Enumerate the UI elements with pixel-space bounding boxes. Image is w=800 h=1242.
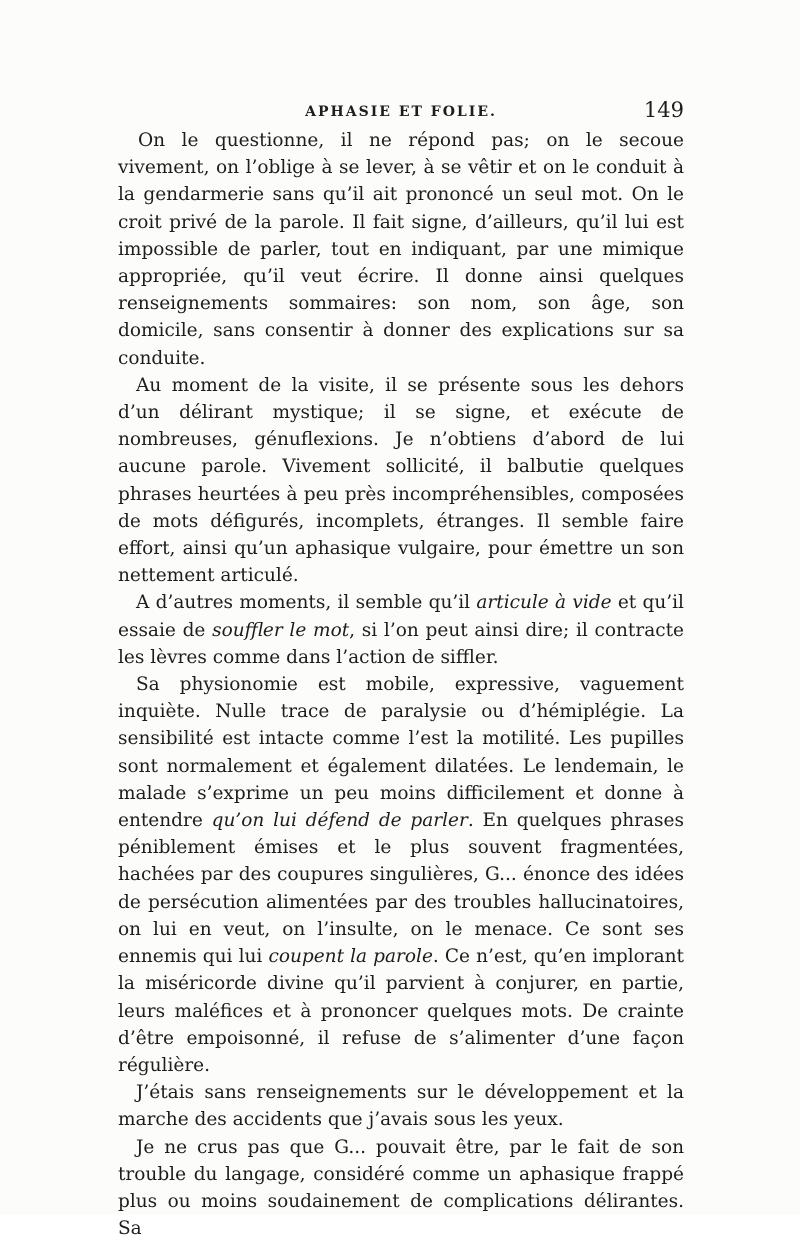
- text-segment: Je ne crus pas que G... pouvait être, par le fait de son trouble du langage, considéré comme un aphasique frappé plus ou moins soudainement de complications délirantes. Sa: [118, 1136, 684, 1240]
- body-text: [118, 127, 684, 1242]
- text-segment: A d’autres moments, il semble qu’il: [136, 592, 477, 614]
- italic-phrase: qu’on lui défend de parler: [211, 810, 468, 832]
- paragraph: [118, 372, 684, 590]
- running-title: APHASIE ET FOLIE.: [305, 104, 497, 120]
- text-segment: et qu’il essaie de: [118, 592, 684, 641]
- running-head: [118, 98, 684, 128]
- text-segment: Sa physionomie est mobile, expressive, vaguement inquiète. Nulle trace de paralysie ou d’hémiplégie. La sensibilité est intacte comme l’est la motilité. Les pupilles sont normalement et également dilatées. Le lendemain, le malade s’exprime un peu moins difficilement et donne à entendre: [118, 674, 684, 832]
- italic-phrase: souffler le mot: [212, 619, 350, 641]
- paragraph: [118, 127, 684, 372]
- paragraph: [118, 1079, 684, 1133]
- paragraph: [118, 589, 684, 671]
- italic-phrase: coupent la parole: [268, 946, 433, 968]
- text-segment: J’étais sans renseignements sur le développement et la marche des accidents que j’avais sous les yeux.: [118, 1082, 684, 1131]
- text-segment: Au moment de la visite, il se présente sous les dehors d’un délirant mystique; il se signe, et exécute de nombreuses, génuflexions. Je n’obtiens d’abord de lui aucune parole. Vivement sollicité, il balbutie quelques phrases heurtées à peu près incompréhensibles, composées de mots défigurés, incomplets, étranges. Il semble faire effort, ainsi qu’un aphasique vulgaire, pour émettre un son nettement articulé.: [118, 374, 684, 587]
- paragraph: [118, 671, 684, 1079]
- text-segment: . En quelques phrases péniblement émises et le plus souvent fragmentées, hachées par des coupures singulières, G... énonce des idées de persécution alimentées par des troubles hallucinatoires, on lui en veut, on l’insulte, on le menace. Ce sont ses ennemis qui lui: [118, 810, 684, 968]
- text-segment: On le questionne, il ne répond pas; on le secoue vivement, on l’oblige à se lever, à se vêtir et on le conduit à la gendarmerie sans qu’il ait prononcé un seul mot. On le croit privé de la parole. Il fait signe, d’ailleurs, qu’il lui est impossible de parler, tout en indiquant, par une mimique appropriée, qu’il veut écrire. Il donne ainsi quelques renseignements sommaires: son nom, son âge, son domicile, sans consentir à donner des explications sur sa conduite.: [118, 130, 684, 369]
- text-segment: . Ce n’est, qu’en implorant la miséricorde divine qu’il parvient à conjurer, en partie, leurs maléfices et à prononcer quelques mots. De crainte d’être empoisonné, il refuse de s’alimenter d’une façon régulière.: [118, 946, 684, 1076]
- paragraph: [118, 1134, 684, 1242]
- italic-phrase: articule à vide: [476, 592, 612, 614]
- page-number: 149: [643, 98, 684, 122]
- text-segment: , si l’on peut ainsi dire; il contracte les lèvres comme dans l’action de siffler.: [118, 619, 684, 668]
